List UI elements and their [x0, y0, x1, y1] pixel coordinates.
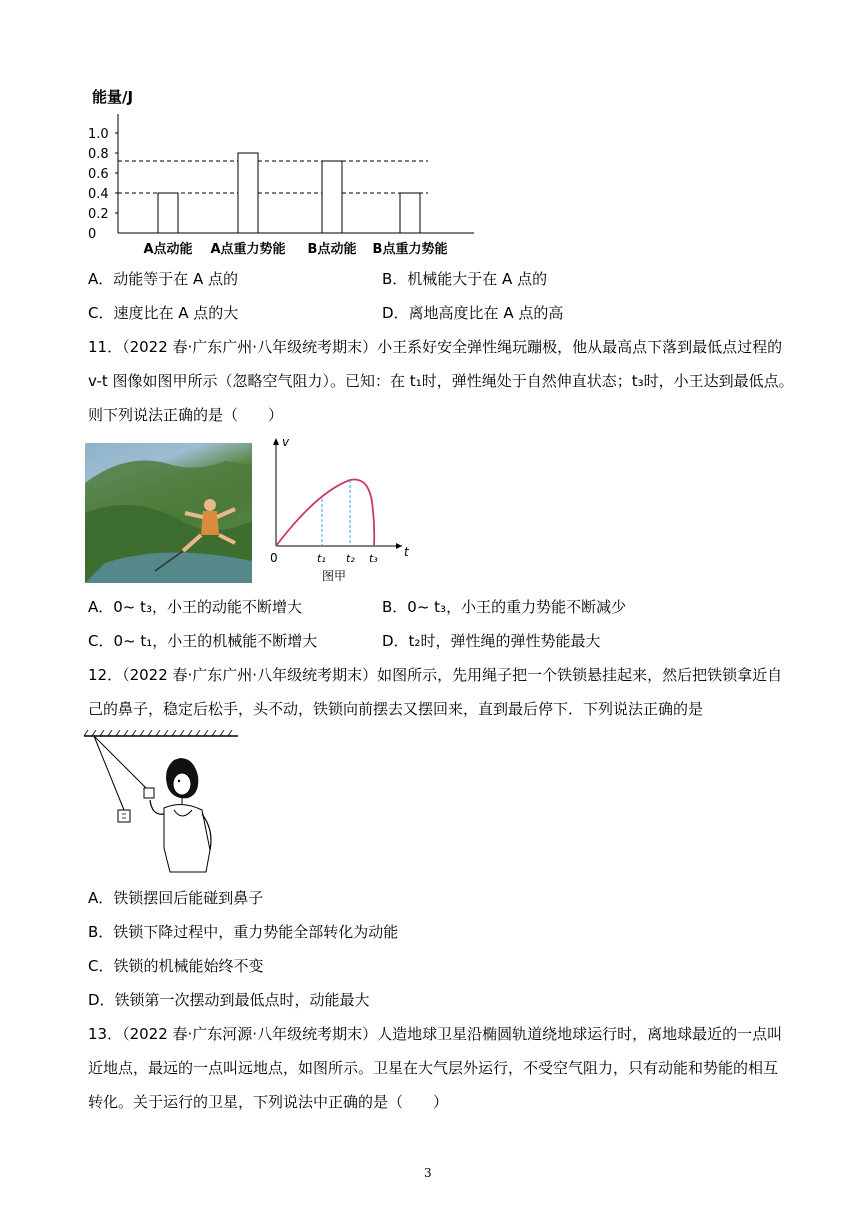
vt-t2: t₂ — [346, 552, 355, 565]
y-tick-label: 0.6 — [88, 167, 109, 182]
q11-option-d: D．t₂时，弹性绳的弹性势能最大 — [382, 632, 601, 650]
category-label: B点重力势能 — [372, 242, 448, 257]
vt-curve — [276, 479, 374, 546]
q11-stem-line3: 则下列说法正确的是（ ） — [88, 406, 284, 424]
q12-option-d: D．铁锁第一次摆动到最低点时，动能最大 — [88, 991, 370, 1009]
bar-2 — [322, 161, 342, 233]
page-number: 3 — [424, 1166, 432, 1180]
bar-3 — [400, 193, 420, 233]
q12-option-c: C．铁锁的机械能始终不变 — [88, 957, 264, 975]
q13-stem-line1: 13．（2022 春·广东河源·八年级统考期末）人造地球卫星沿椭圆轨道绕地球运行时，离地球最近的一点叫 — [88, 1025, 783, 1043]
category-label: B点动能 — [307, 242, 357, 257]
bar-0 — [158, 193, 178, 233]
q11-option-a: A．0~ t₃，小王的动能不断增大 — [88, 598, 303, 616]
q13-stem-line2: 近地点，最远的一点叫远地点，如图所示。卫星在大气层外运行，不受空气阻力，只有动能和势能的相互 — [88, 1059, 779, 1077]
q10-option-c: C．速度比在 A 点的大 — [88, 304, 239, 322]
q12-option-a: A．铁锁摆回后能碰到鼻子 — [88, 889, 264, 907]
q11-option-b: B．0~ t₃，小王的重力势能不断减少 — [382, 598, 627, 616]
vt-caption: 图甲 — [322, 569, 347, 583]
chart-ylabel: 能量/J — [92, 88, 134, 106]
y-tick-label: 0.4 — [88, 187, 109, 202]
y-tick-label: 0 — [88, 227, 97, 242]
q11-option-c: C．0~ t₁，小王的机械能不断增大 — [88, 632, 318, 650]
vt-v-label: v — [282, 435, 290, 449]
q12-option-b: B．铁锁下降过程中，重力势能全部转化为动能 — [88, 923, 399, 941]
y-tick-label: 0.2 — [88, 207, 109, 222]
q10-option-d: D．离地高度比在 A 点的高 — [382, 304, 564, 322]
vt-t-label: t — [404, 545, 409, 559]
category-label: A点动能 — [143, 242, 193, 257]
category-label: A点重力势能 — [210, 242, 286, 257]
q13-stem-line3: 转化。关于运行的卫星，下列说法中正确的是（ ） — [88, 1093, 449, 1111]
q12-stem-line1: 12．（2022 春·广东广州·八年级统考期末）如图所示，先用绳子把一个铁锁悬挂起来，然后把铁锁拿近自 — [88, 666, 783, 684]
vt-t3: t₃ — [369, 552, 378, 565]
q11-stem-line1: 11．（2022 春·广东广州·八年级统考期末）小王系好安全弹性绳玩蹦极，他从最高点下落到最低点过程的 — [88, 338, 783, 356]
q10-option-a: A．动能等于在 A 点的 — [88, 270, 239, 288]
q10-option-b: B．机械能大于在 A 点的 — [382, 270, 548, 288]
q11-stem-line2: v-t 图像如图甲所示（忽略空气阻力）。已知：在 t₁时，弹性绳处于自然伸直状态；t₃时，小王达到最低点。 — [88, 372, 794, 390]
y-tick-label: 0.8 — [88, 147, 109, 162]
vt-graph — [262, 432, 412, 584]
bungee-photo — [85, 443, 252, 583]
vt-origin: 0 — [270, 551, 278, 565]
y-tick-label: 1.0 — [88, 127, 109, 142]
energy-bar-chart — [80, 82, 500, 262]
bar-1 — [238, 153, 258, 233]
vt-t1: t₁ — [317, 552, 326, 565]
pendulum-lock-figure — [82, 730, 240, 874]
q12-stem-line2: 己的鼻子，稳定后松手，头不动，铁锁向前摆去又摆回来，直到最后停下．下列说法正确的是 — [88, 700, 704, 718]
